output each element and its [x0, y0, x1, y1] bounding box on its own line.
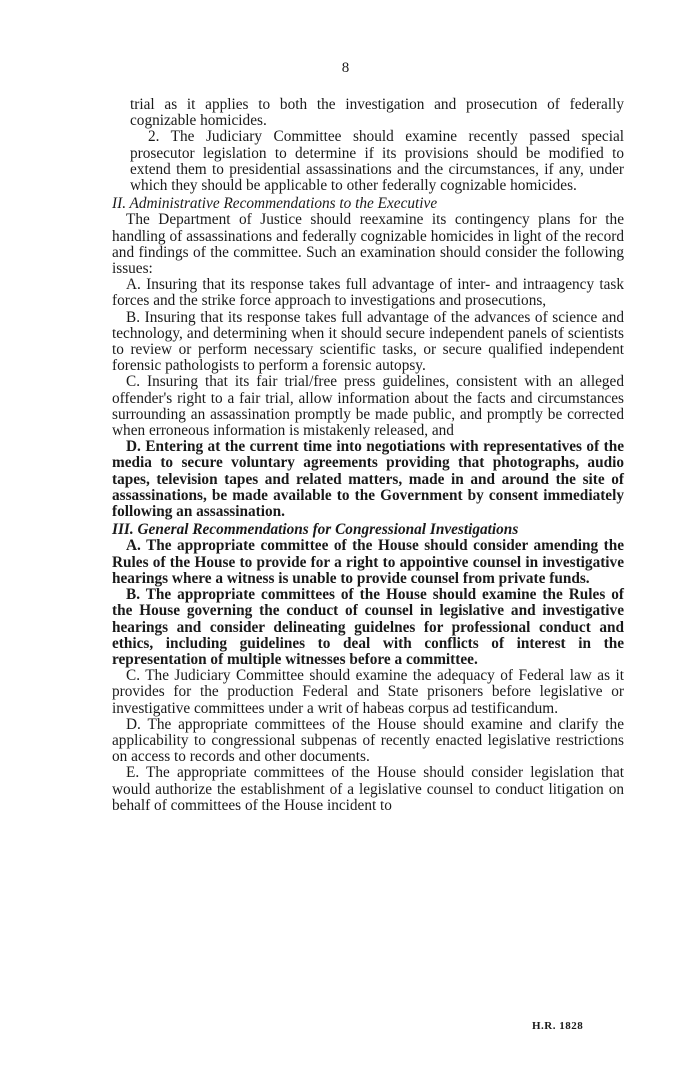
congressional-item-b: B. The appropriate committees of the House should examine the Rules of the House governing the conduct of counsel in legislative and investigative hearings and consider delineating guidelnes for professional conduct and ethics, including guidelines to deal with conflicts of interest in the representation of multiple witnesses before a committee. — [112, 586, 624, 668]
document-identifier: H.R. 1828 — [532, 1020, 584, 1032]
recommendation-item-a: A. Insuring that its response takes full advantage of inter- and intraagency task forces and the strike force approach to investigations and prosecutions, — [112, 276, 624, 310]
recommendation-item-2: 2. The Judiciary Committee should examine recently passed special prosecutor legislation to determine if its provisions should be modified to extend them to presidential assassinations and the circumstances, if any, under which they should be applicable to other federally cognizable homicides. — [130, 128, 624, 195]
congressional-item-c: C. The Judiciary Committee should examine the adequacy of Federal law as it provides for the production Federal and State prisoners before legislative or investigative committees under a writ of habeas corpus ad testificandum. — [112, 667, 624, 717]
recommendation-item-d: D. Entering at the current time into negotiations with representatives of the media to secure voluntary agreements providing that photographs, audio tapes, television tapes and related matters, made in and around the site of assassinations, be made available to the Government by consent immediately following an assassination. — [112, 438, 624, 521]
section-heading-congressional: III. General Recommendations for Congressional Investigations — [112, 521, 519, 539]
page-body — [112, 97, 624, 814]
recommendation-item-b: B. Insuring that its response takes full advantage of the advances of science and technology, and determining when it should secure independent panels of scientists to review or perform necessary scientific tasks, or secure qualified independent forensic pathologists to perform a forensic autopsy. — [112, 308, 624, 375]
carryover-paragraph: trial as it applies to both the investigation and prosecution of federally cognizable homicides. — [130, 96, 624, 130]
section-heading-administrative: II. Administrative Recommendations to the Executive — [112, 195, 438, 213]
congressional-item-a: A. The appropriate committee of the House should consider amending the Rules of the House to provide for a right to appointive counsel in investigative hearings where a witness is unable to provide counsel from private funds. — [112, 537, 624, 587]
section-intro-paragraph: The Department of Justice should reexamine its contingency plans for the handling of assassinations and federally cognizable homicides in light of the record and findings of the committee. Such an examination should consider the following issues: — [112, 211, 624, 278]
recommendation-item-c: C. Insuring that its fair trial/free press guidelines, consistent with an alleged offender's right to a fair trial, allow information about the facts and circumstances surrounding an assassination promptly be made public, and promptly be corrected when erroneous information is mistakenly released, and — [112, 373, 624, 440]
page-number: 8 — [341, 60, 350, 76]
congressional-item-d: D. The appropriate committees of the House should examine and clarify the applicability to congressional subpenas of recently enacted legislative restrictions on access to records and other documents. — [112, 715, 624, 766]
congressional-item-e: E. The appropriate committees of the House should consider legislation that would authorize the establishment of a legislative counsel to conduct litigation on behalf of committees of the House incident to — [112, 764, 624, 814]
